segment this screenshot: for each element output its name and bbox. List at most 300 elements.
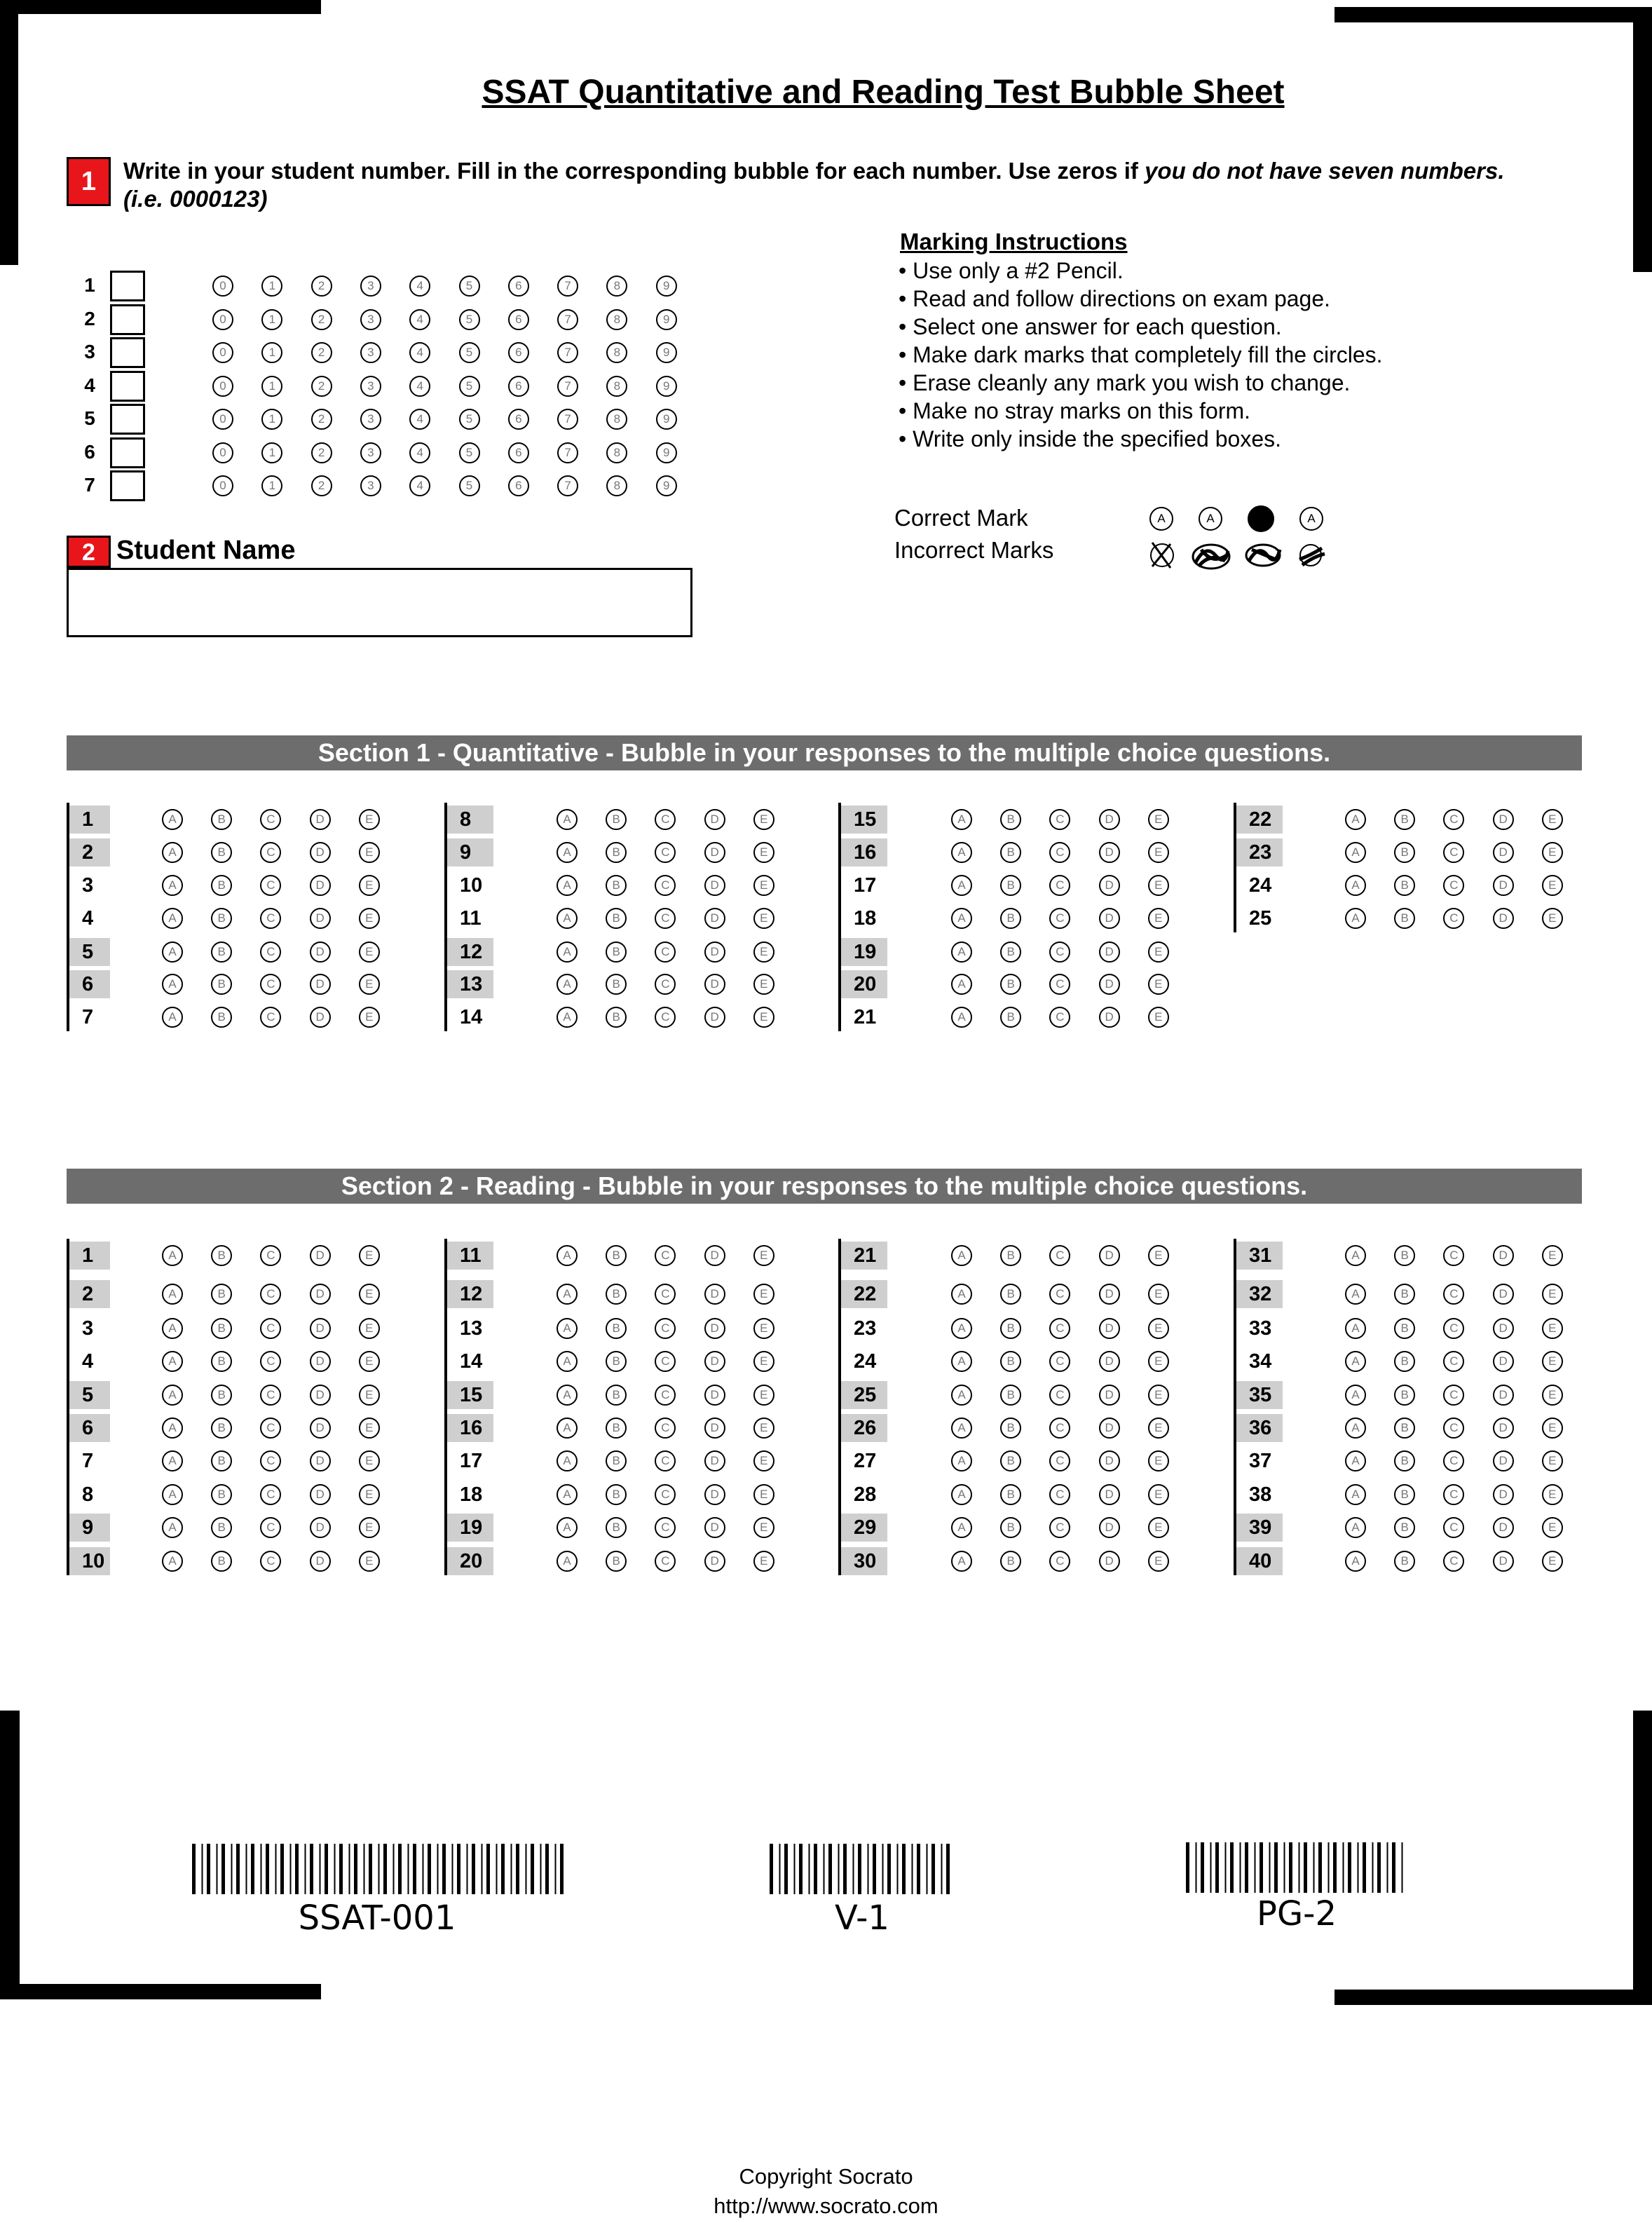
answer-bubble[interactable]: B [211,1351,232,1372]
student-number-bubble[interactable]: 2 [311,342,332,363]
answer-bubble[interactable]: C [1443,1517,1464,1538]
answer-bubble[interactable]: D [1493,1284,1514,1305]
answer-bubble[interactable]: E [1148,974,1169,995]
student-number-bubble[interactable]: 0 [212,276,233,297]
answer-bubble[interactable]: C [1049,1351,1070,1372]
answer-bubble[interactable]: A [557,1450,578,1471]
student-number-bubble[interactable]: 0 [212,376,233,397]
answer-bubble[interactable]: A [557,875,578,896]
answer-bubble[interactable]: E [359,1484,380,1505]
answer-bubble[interactable]: D [1493,1418,1514,1439]
answer-bubble[interactable]: B [211,1318,232,1339]
answer-bubble[interactable]: A [951,1551,972,1572]
answer-bubble[interactable]: E [753,1284,774,1305]
answer-bubble[interactable]: C [260,1318,281,1339]
answer-bubble[interactable]: B [1394,842,1415,863]
answer-bubble[interactable]: D [1099,941,1120,963]
student-number-bubble[interactable]: 5 [459,409,480,430]
answer-bubble[interactable]: B [1394,1351,1415,1372]
answer-bubble[interactable]: E [1148,1450,1169,1471]
answer-bubble[interactable]: A [951,941,972,963]
answer-bubble[interactable]: D [704,941,725,963]
answer-bubble[interactable]: C [1443,1284,1464,1305]
answer-bubble[interactable]: D [1099,1418,1120,1439]
answer-bubble[interactable]: A [162,1245,183,1266]
answer-bubble[interactable]: E [753,1517,774,1538]
student-number-bubble[interactable]: 4 [409,342,430,363]
answer-bubble[interactable]: C [1443,875,1464,896]
answer-bubble[interactable]: D [704,809,725,830]
student-number-bubble[interactable]: 8 [606,475,627,496]
answer-bubble[interactable]: A [951,809,972,830]
student-number-bubble[interactable]: 8 [606,442,627,463]
answer-bubble[interactable]: B [606,1318,627,1339]
answer-bubble[interactable]: A [951,1484,972,1505]
student-number-bubble[interactable]: 2 [311,309,332,330]
answer-bubble[interactable]: B [606,974,627,995]
answer-bubble[interactable]: D [1493,809,1514,830]
answer-bubble[interactable]: A [162,1284,183,1305]
answer-bubble[interactable]: D [1099,875,1120,896]
answer-bubble[interactable]: B [606,1484,627,1505]
answer-bubble[interactable]: E [359,809,380,830]
student-number-bubble[interactable]: 2 [311,276,332,297]
answer-bubble[interactable]: E [1148,1245,1169,1266]
student-number-bubble[interactable]: 1 [261,409,282,430]
student-number-bubble[interactable]: 9 [656,475,677,496]
answer-bubble[interactable]: A [557,1284,578,1305]
answer-bubble[interactable]: C [1049,1517,1070,1538]
answer-bubble[interactable]: B [1000,974,1021,995]
answer-bubble[interactable]: D [1493,842,1514,863]
answer-bubble[interactable]: D [704,1418,725,1439]
answer-bubble[interactable]: A [951,875,972,896]
answer-bubble[interactable]: C [655,1318,676,1339]
answer-bubble[interactable]: D [310,1007,331,1028]
answer-bubble[interactable]: E [359,1245,380,1266]
answer-bubble[interactable]: A [162,1450,183,1471]
answer-bubble[interactable]: C [1443,908,1464,929]
student-number-bubble[interactable]: 9 [656,409,677,430]
answer-bubble[interactable]: C [1443,1351,1464,1372]
answer-bubble[interactable]: E [753,1551,774,1572]
student-number-bubble[interactable]: 1 [261,475,282,496]
answer-bubble[interactable]: A [557,1517,578,1538]
student-number-bubble[interactable]: 9 [656,276,677,297]
answer-bubble[interactable]: E [753,1318,774,1339]
answer-bubble[interactable]: C [260,809,281,830]
answer-bubble[interactable]: C [1049,941,1070,963]
answer-bubble[interactable]: D [704,1385,725,1406]
answer-bubble[interactable]: B [211,875,232,896]
answer-bubble[interactable]: D [1099,1517,1120,1538]
student-number-bubble[interactable]: 5 [459,342,480,363]
answer-bubble[interactable]: D [1493,875,1514,896]
answer-bubble[interactable]: B [211,1245,232,1266]
answer-bubble[interactable]: B [1394,1245,1415,1266]
answer-bubble[interactable]: B [606,842,627,863]
answer-bubble[interactable]: D [1099,842,1120,863]
answer-bubble[interactable]: E [359,1318,380,1339]
answer-bubble[interactable]: C [1049,809,1070,830]
answer-bubble[interactable]: C [655,809,676,830]
answer-bubble[interactable]: A [1345,842,1366,863]
answer-bubble[interactable]: C [260,1284,281,1305]
answer-bubble[interactable]: B [1394,1551,1415,1572]
answer-bubble[interactable]: B [606,1284,627,1305]
answer-bubble[interactable]: D [310,941,331,963]
answer-bubble[interactable]: E [753,1385,774,1406]
answer-bubble[interactable]: A [557,1007,578,1028]
student-number-bubble[interactable]: 6 [508,276,529,297]
answer-bubble[interactable]: D [310,1418,331,1439]
answer-bubble[interactable]: C [260,1517,281,1538]
student-number-digit-box[interactable] [110,271,145,301]
answer-bubble[interactable]: E [753,1418,774,1439]
answer-bubble[interactable]: E [359,1351,380,1372]
answer-bubble[interactable]: D [310,1245,331,1266]
answer-bubble[interactable]: B [1394,908,1415,929]
answer-bubble[interactable]: A [162,842,183,863]
answer-bubble[interactable]: A [1345,809,1366,830]
student-number-bubble[interactable]: 3 [360,276,381,297]
answer-bubble[interactable]: C [655,1245,676,1266]
answer-bubble[interactable]: B [1000,908,1021,929]
answer-bubble[interactable]: A [1345,1517,1366,1538]
answer-bubble[interactable]: D [704,1351,725,1372]
answer-bubble[interactable]: A [557,809,578,830]
answer-bubble[interactable]: D [1099,1385,1120,1406]
answer-bubble[interactable]: B [606,908,627,929]
answer-bubble[interactable]: E [1148,1551,1169,1572]
answer-bubble[interactable]: A [162,1551,183,1572]
answer-bubble[interactable]: A [557,1418,578,1439]
answer-bubble[interactable]: B [1000,1484,1021,1505]
answer-bubble[interactable]: B [1394,1450,1415,1471]
answer-bubble[interactable]: E [753,941,774,963]
answer-bubble[interactable]: C [1443,1450,1464,1471]
answer-bubble[interactable]: E [1148,842,1169,863]
student-number-bubble[interactable]: 1 [261,309,282,330]
student-number-bubble[interactable]: 7 [557,276,578,297]
answer-bubble[interactable]: A [951,842,972,863]
answer-bubble[interactable]: D [310,908,331,929]
answer-bubble[interactable]: C [1049,875,1070,896]
student-number-digit-box[interactable] [110,437,145,468]
answer-bubble[interactable]: A [951,1385,972,1406]
answer-bubble[interactable]: D [704,842,725,863]
answer-bubble[interactable]: A [162,1385,183,1406]
answer-bubble[interactable]: C [1049,1385,1070,1406]
answer-bubble[interactable]: A [1345,1484,1366,1505]
answer-bubble[interactable]: A [951,974,972,995]
answer-bubble[interactable]: E [359,1517,380,1538]
answer-bubble[interactable]: D [310,875,331,896]
answer-bubble[interactable]: E [1542,1450,1563,1471]
answer-bubble[interactable]: A [557,1484,578,1505]
answer-bubble[interactable]: D [704,1284,725,1305]
answer-bubble[interactable]: C [1049,1551,1070,1572]
answer-bubble[interactable]: B [211,1450,232,1471]
answer-bubble[interactable]: E [753,908,774,929]
student-number-bubble[interactable]: 9 [656,342,677,363]
answer-bubble[interactable]: B [1000,1245,1021,1266]
answer-bubble[interactable]: D [1099,1450,1120,1471]
answer-bubble[interactable]: A [162,809,183,830]
answer-bubble[interactable]: C [1443,1385,1464,1406]
answer-bubble[interactable]: E [359,875,380,896]
answer-bubble[interactable]: E [753,1351,774,1372]
answer-bubble[interactable]: E [359,974,380,995]
student-number-bubble[interactable]: 9 [656,309,677,330]
student-number-bubble[interactable]: 8 [606,342,627,363]
answer-bubble[interactable]: C [655,941,676,963]
answer-bubble[interactable]: B [1394,1385,1415,1406]
answer-bubble[interactable]: A [557,1385,578,1406]
answer-bubble[interactable]: C [655,1517,676,1538]
answer-bubble[interactable]: A [557,1318,578,1339]
answer-bubble[interactable]: D [704,1551,725,1572]
answer-bubble[interactable]: B [1000,875,1021,896]
answer-bubble[interactable]: C [655,1385,676,1406]
student-number-bubble[interactable]: 4 [409,376,430,397]
answer-bubble[interactable]: C [1049,1450,1070,1471]
answer-bubble[interactable]: B [606,809,627,830]
student-number-bubble[interactable]: 4 [409,276,430,297]
answer-bubble[interactable]: E [1148,1007,1169,1028]
answer-bubble[interactable]: E [1542,1318,1563,1339]
answer-bubble[interactable]: D [704,875,725,896]
answer-bubble[interactable]: C [1443,1418,1464,1439]
student-number-bubble[interactable]: 3 [360,475,381,496]
answer-bubble[interactable]: E [1542,1418,1563,1439]
answer-bubble[interactable]: A [951,1418,972,1439]
answer-bubble[interactable]: E [1542,1351,1563,1372]
answer-bubble[interactable]: B [1000,1284,1021,1305]
answer-bubble[interactable]: A [1345,875,1366,896]
answer-bubble[interactable]: D [1099,974,1120,995]
answer-bubble[interactable]: E [1542,875,1563,896]
answer-bubble[interactable]: B [1000,1385,1021,1406]
answer-bubble[interactable]: B [1000,1450,1021,1471]
student-number-bubble[interactable]: 2 [311,475,332,496]
answer-bubble[interactable]: B [211,842,232,863]
answer-bubble[interactable]: B [606,1007,627,1028]
student-name-field[interactable] [67,568,692,637]
answer-bubble[interactable]: D [704,1517,725,1538]
student-number-bubble[interactable]: 3 [360,376,381,397]
answer-bubble[interactable]: D [310,974,331,995]
answer-bubble[interactable]: D [1099,1551,1120,1572]
answer-bubble[interactable]: C [1049,1245,1070,1266]
answer-bubble[interactable]: A [951,1007,972,1028]
answer-bubble[interactable]: A [1345,1385,1366,1406]
answer-bubble[interactable]: C [260,875,281,896]
answer-bubble[interactable]: C [655,1484,676,1505]
answer-bubble[interactable]: D [310,1385,331,1406]
answer-bubble[interactable]: A [162,974,183,995]
answer-bubble[interactable]: E [1148,875,1169,896]
student-number-bubble[interactable]: 8 [606,376,627,397]
student-number-bubble[interactable]: 4 [409,309,430,330]
student-number-bubble[interactable]: 3 [360,342,381,363]
answer-bubble[interactable]: C [260,1484,281,1505]
student-number-bubble[interactable]: 1 [261,442,282,463]
student-number-bubble[interactable]: 0 [212,409,233,430]
student-number-bubble[interactable]: 3 [360,442,381,463]
answer-bubble[interactable]: C [655,974,676,995]
answer-bubble[interactable]: C [260,908,281,929]
answer-bubble[interactable]: D [704,1245,725,1266]
answer-bubble[interactable]: C [655,1351,676,1372]
answer-bubble[interactable]: C [260,1450,281,1471]
student-number-bubble[interactable]: 1 [261,342,282,363]
answer-bubble[interactable]: D [1493,1484,1514,1505]
answer-bubble[interactable]: D [310,1551,331,1572]
answer-bubble[interactable]: D [1099,1245,1120,1266]
answer-bubble[interactable]: D [1099,1484,1120,1505]
answer-bubble[interactable]: B [1394,809,1415,830]
answer-bubble[interactable]: E [1148,1484,1169,1505]
answer-bubble[interactable]: E [1542,842,1563,863]
student-number-bubble[interactable]: 8 [606,409,627,430]
answer-bubble[interactable]: E [753,974,774,995]
answer-bubble[interactable]: B [606,1517,627,1538]
answer-bubble[interactable]: B [606,1385,627,1406]
answer-bubble[interactable]: B [1394,1318,1415,1339]
answer-bubble[interactable]: A [162,1484,183,1505]
student-number-bubble[interactable]: 0 [212,475,233,496]
answer-bubble[interactable]: B [606,1351,627,1372]
student-number-bubble[interactable]: 4 [409,442,430,463]
answer-bubble[interactable]: A [557,974,578,995]
answer-bubble[interactable]: B [606,1418,627,1439]
answer-bubble[interactable]: E [753,1450,774,1471]
answer-bubble[interactable]: A [162,875,183,896]
student-number-bubble[interactable]: 5 [459,376,480,397]
answer-bubble[interactable]: B [1394,1484,1415,1505]
student-number-bubble[interactable]: 8 [606,276,627,297]
student-number-bubble[interactable]: 4 [409,475,430,496]
answer-bubble[interactable]: B [211,941,232,963]
answer-bubble[interactable]: D [1493,1551,1514,1572]
answer-bubble[interactable]: C [1443,842,1464,863]
answer-bubble[interactable]: E [753,809,774,830]
answer-bubble[interactable]: B [606,1551,627,1572]
answer-bubble[interactable]: D [1493,1517,1514,1538]
student-number-digit-box[interactable] [110,337,145,368]
answer-bubble[interactable]: B [1000,1351,1021,1372]
answer-bubble[interactable]: C [1049,1484,1070,1505]
answer-bubble[interactable]: E [1542,1284,1563,1305]
answer-bubble[interactable]: D [1493,1318,1514,1339]
answer-bubble[interactable]: A [162,1007,183,1028]
answer-bubble[interactable]: E [1148,1284,1169,1305]
answer-bubble[interactable]: A [951,1351,972,1372]
answer-bubble[interactable]: E [359,1284,380,1305]
answer-bubble[interactable]: B [1394,1284,1415,1305]
student-number-digit-box[interactable] [110,470,145,501]
answer-bubble[interactable]: E [1542,1245,1563,1266]
answer-bubble[interactable]: E [1148,941,1169,963]
answer-bubble[interactable]: A [951,1517,972,1538]
answer-bubble[interactable]: A [162,1351,183,1372]
answer-bubble[interactable]: D [310,1517,331,1538]
answer-bubble[interactable]: D [1099,1284,1120,1305]
answer-bubble[interactable]: A [1345,1284,1366,1305]
student-number-bubble[interactable]: 9 [656,376,677,397]
answer-bubble[interactable]: D [1493,1245,1514,1266]
answer-bubble[interactable]: E [1542,1385,1563,1406]
answer-bubble[interactable]: B [1000,1318,1021,1339]
answer-bubble[interactable]: C [260,1385,281,1406]
answer-bubble[interactable]: B [1394,1418,1415,1439]
student-number-bubble[interactable]: 0 [212,309,233,330]
answer-bubble[interactable]: D [310,1351,331,1372]
answer-bubble[interactable]: C [655,908,676,929]
answer-bubble[interactable]: A [951,1284,972,1305]
answer-bubble[interactable]: B [211,1385,232,1406]
answer-bubble[interactable]: B [1000,941,1021,963]
student-number-digit-box[interactable] [110,404,145,435]
answer-bubble[interactable]: D [1493,1385,1514,1406]
answer-bubble[interactable]: B [1394,1517,1415,1538]
answer-bubble[interactable]: E [753,1007,774,1028]
student-number-bubble[interactable]: 7 [557,409,578,430]
answer-bubble[interactable]: D [310,1450,331,1471]
answer-bubble[interactable]: C [655,875,676,896]
answer-bubble[interactable]: A [951,908,972,929]
answer-bubble[interactable]: E [359,1450,380,1471]
student-number-bubble[interactable]: 6 [508,475,529,496]
answer-bubble[interactable]: C [260,974,281,995]
answer-bubble[interactable]: A [1345,1351,1366,1372]
student-number-bubble[interactable]: 2 [311,409,332,430]
answer-bubble[interactable]: C [655,842,676,863]
answer-bubble[interactable]: A [1345,1551,1366,1572]
answer-bubble[interactable]: E [359,908,380,929]
answer-bubble[interactable]: E [753,1484,774,1505]
student-number-bubble[interactable]: 7 [557,309,578,330]
answer-bubble[interactable]: B [211,974,232,995]
answer-bubble[interactable]: E [1148,908,1169,929]
answer-bubble[interactable]: E [359,1418,380,1439]
answer-bubble[interactable]: D [1493,1450,1514,1471]
student-number-bubble[interactable]: 5 [459,309,480,330]
student-number-bubble[interactable]: 6 [508,442,529,463]
answer-bubble[interactable]: D [1099,809,1120,830]
answer-bubble[interactable]: E [753,842,774,863]
answer-bubble[interactable]: D [310,1318,331,1339]
answer-bubble[interactable]: A [951,1450,972,1471]
answer-bubble[interactable]: D [704,1007,725,1028]
answer-bubble[interactable]: B [606,1450,627,1471]
answer-bubble[interactable]: D [310,842,331,863]
answer-bubble[interactable]: E [359,1385,380,1406]
student-number-bubble[interactable]: 7 [557,442,578,463]
answer-bubble[interactable]: B [606,875,627,896]
student-number-bubble[interactable]: 2 [311,442,332,463]
answer-bubble[interactable]: C [1049,1418,1070,1439]
answer-bubble[interactable]: E [1542,1484,1563,1505]
answer-bubble[interactable]: B [211,1418,232,1439]
answer-bubble[interactable]: D [704,1450,725,1471]
answer-bubble[interactable]: C [260,1245,281,1266]
answer-bubble[interactable]: E [753,1245,774,1266]
answer-bubble[interactable]: E [1542,809,1563,830]
student-number-bubble[interactable]: 5 [459,475,480,496]
answer-bubble[interactable]: E [359,1551,380,1572]
